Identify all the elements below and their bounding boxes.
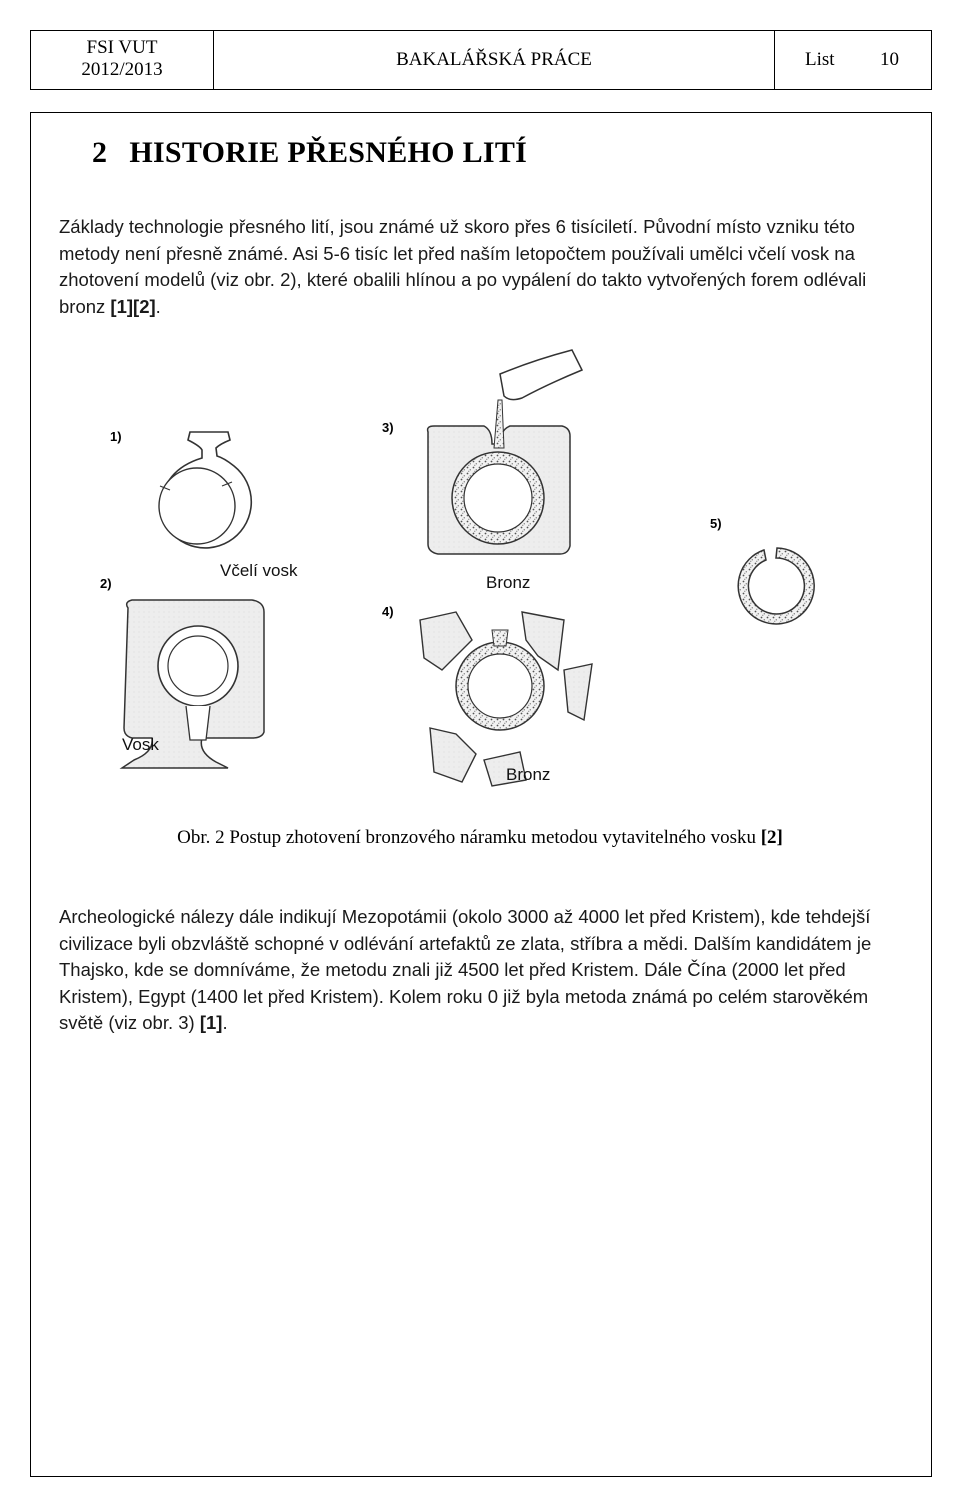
header-institution-cell [31,31,214,89]
figure-label-bronze-3: Bronz [486,573,531,592]
intro-end: . [155,295,161,317]
step5-bronze-bracelet [738,548,814,624]
history-paragraph [59,904,901,1037]
header-institution: FSI VUT [86,37,158,58]
section-number: 2 [92,136,108,169]
step3-pouring-bronze [428,350,582,554]
header-page-number: 10 [880,49,899,70]
figure-label-vosk: Vosk [122,735,159,754]
history-reference: [1] [199,1012,223,1033]
caption-text: Obr. 2 Postup zhotovení bronzového náramku metodou vytavitelného vosku [177,827,761,848]
header-year: 2012/2013 [81,59,163,80]
figure-step-3-label: 3) [382,420,394,435]
figure-step-2-label: 2) [100,576,112,591]
header-page-label: List [805,49,835,70]
intro-paragraph [59,214,901,320]
history-text: Archeologické nálezy dále indikují Mezopotámii (okolo 3000 až 4000 let před Kristem), kde tehdejší civilizace byli obzvláště schopné v odlévání artefaktů ze zlata, stříbra a mědi. Dalším kandidátem je Thajsko, kde se domníváme, že metodu znali již 4500 let před Kristem. Dále Čína (2000 let před Kristem), Egypt (1400 let před Kristem). Kolem roku 0 již byla metoda známá po celém starověkém světě (viz obr. 3) [59,906,872,1033]
header-doc-type: BAKALÁŘSKÁ PRÁCE [396,49,592,70]
section-heading [92,136,527,170]
intro-text: Základy technologie přesného lití, jsou známé už skoro přes 6 tisíciletí. Původní místo vzniku této metody není přesně známé. Asi 5-6 tisíc let před naším letopočtem používali umělci včelí vosk na zhotovení modelů (viz obr. 2), které obalili hlínou a po vypálení do takto vytvořených forem odlévali bronz [59,216,867,317]
figure-label-bronze-4: Bronz [506,765,551,784]
figure-step-5-label: 5) [710,516,722,531]
intro-reference: [1][2] [110,295,156,317]
caption-reference: [2] [760,827,783,848]
section-title: HISTORIE PŘESNÉHO LITÍ [129,136,528,169]
figure-step-4-label: 4) [382,604,394,619]
history-end: . [222,1012,228,1033]
figure-label-wax: Včelí vosk [220,561,298,580]
figure-step-1-label: 1) [110,429,122,444]
step4-broken-mold [420,612,592,786]
step1-wax-model [159,432,251,548]
figure-caption [0,827,960,849]
lost-wax-process-figure [52,340,918,800]
header-page-cell [774,31,933,89]
page-header [30,30,932,90]
